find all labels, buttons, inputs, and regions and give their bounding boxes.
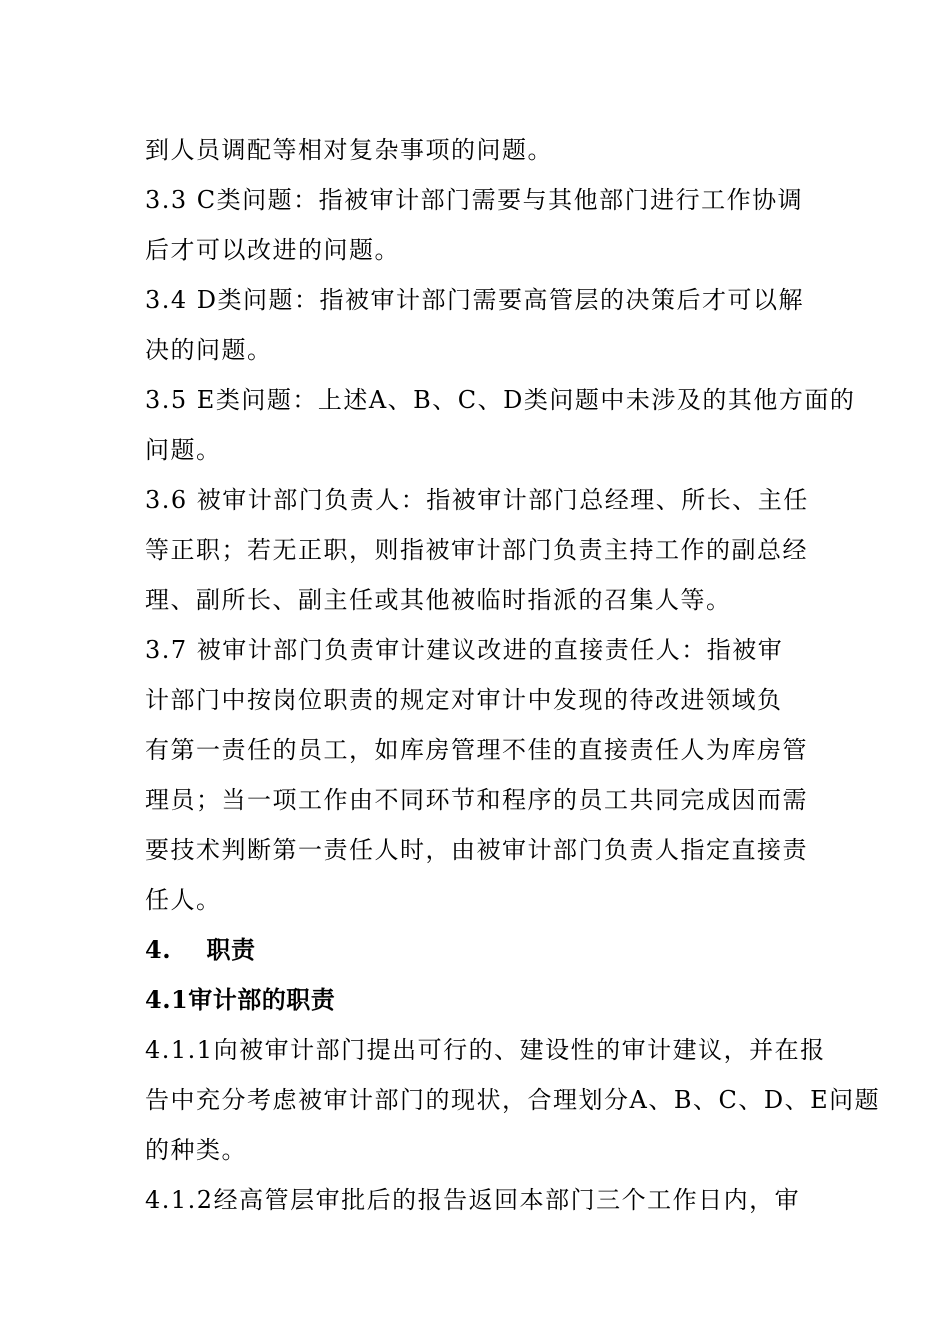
subsection-heading: 4.1审计部的职责 — [145, 985, 336, 1014]
text-line: 3.5 E类问题：上述A、B、C、D类问题中未涉及的其他方面的 — [145, 386, 856, 414]
text-line: 3.3 C类问题：指被审计部门需要与其他部门进行工作协调 — [145, 186, 804, 214]
text-line: 后才可以改进的问题。 — [145, 236, 400, 264]
text-line: 计部门中按岗位职责的规定对审计中发现的待改进领域负 — [145, 686, 783, 714]
text-line: 到人员调配等相对复杂事项的问题。 — [145, 136, 553, 164]
text-line: 告中充分考虑被审计部门的现状，合理划分A、B、C、D、E问题 — [145, 1086, 881, 1114]
text-line: 要技术判断第一责任人时，由被审计部门负责人指定直接责 — [145, 836, 808, 864]
section-heading: 4. 职责 — [145, 935, 256, 964]
text-line: 4.1.2经高管层审批后的报告返回本部门三个工作日内，审 — [145, 1186, 801, 1214]
text-line: 3.4 D类问题：指被审计部门需要高管层的决策后才可以解 — [145, 286, 805, 314]
text-line: 问题。 — [145, 436, 222, 464]
text-line: 有第一责任的员工，如库房管理不佳的直接责任人为库房管 — [145, 736, 808, 764]
text-line: 3.6 被审计部门负责人：指被审计部门总经理、所长、主任 — [145, 486, 809, 514]
text-line: 任人。 — [145, 886, 222, 914]
text-line: 的种类。 — [145, 1136, 247, 1164]
text-line: 3.7 被审计部门负责审计建议改进的直接责任人：指被审 — [145, 636, 784, 664]
text-line: 理员；当一项工作由不同环节和程序的员工共同完成因而需 — [145, 786, 808, 814]
text-line: 4.1.1向被审计部门提出可行的、建设性的审计建议，并在报 — [145, 1036, 826, 1064]
text-line: 等正职；若无正职，则指被审计部门负责主持工作的副总经 — [145, 536, 808, 564]
text-line: 理、副所长、副主任或其他被临时指派的召集人等。 — [145, 586, 732, 614]
text-line: 决的问题。 — [145, 336, 273, 364]
